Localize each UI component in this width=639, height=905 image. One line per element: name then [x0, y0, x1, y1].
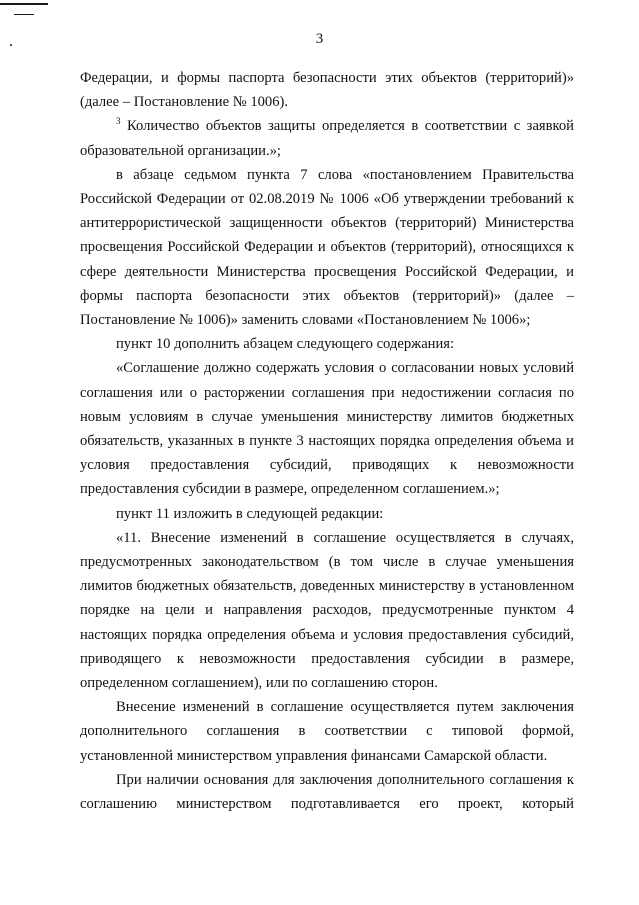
footnote-paragraph [80, 114, 574, 162]
paragraph: «11. Внесение изменений в соглашение осуществляется в случаях, предусмотренных законодательством (в том числе в случае уменьшения лимитов бюджетных обязательств, доведенных министерству в установленном порядке на цели и направления расходов, предусмотренные пунктом 4 настоящих порядка определения объема и условия предоставления субсидий, приводящего к невозможности предоставления субсидии в размере, определенном соглашением), или по соглашению сторон. [80, 529, 574, 692]
paragraph: в абзаце седьмом пункта 7 слова «постановлением Правительства Российской Федерации от 02.08.2019 № 1006 «Об утверждении требований к антитеррористической защищенности объектов (территорий) Министерства просвещения Российской Федерации и объектов (территорий), относящихся к сфере деятельности Министерства просвещения Российской Федерации, и формы паспорта безопасности этих объектов (территорий)» (далее – Постановление № 1006)» заменить словами «Постановлением № 1006»; [80, 166, 574, 329]
paragraph: пункт 10 дополнить абзацем следующего содержания: [116, 336, 455, 353]
paragraph: «Соглашение должно содержать условия о согласовании новых условий соглашения или о расторжении соглашения при недостижении согласия по новым условиям в случае уменьшения министерству лимитов бюджетных обязательств, указанных в пункте 3 настоящих порядка определения объема и условия предоставления субсидий, приводящих к невозможности предоставления субсидии в размере, определенном соглашением.»; [80, 360, 574, 498]
scan-artifact-line [0, 3, 48, 5]
footnote-mark: 3 [116, 116, 121, 127]
paragraph: пункт 11 изложить в следующей редакции: [116, 505, 384, 522]
footnote-text: Количество объектов защиты определяется в соответствии с заявкой образовательной организации.»; [80, 118, 574, 159]
document-body [80, 66, 574, 816]
scan-artifact-line [14, 14, 34, 15]
page-number: 3 [315, 31, 324, 47]
paragraph: При наличии основания для заключения дополнительного соглашения к соглашению министерством подготавливается его проект, который [80, 771, 574, 813]
paragraph: Федерации, и формы паспорта безопасности этих объектов (территорий)» (далее – Постановление № 1006). [80, 70, 574, 111]
paragraph: Внесение изменений в соглашение осуществляется путем заключения дополнительного соглашения в соответствии с типовой формой, установленной министерством управления финансами Самарской области. [80, 699, 574, 764]
